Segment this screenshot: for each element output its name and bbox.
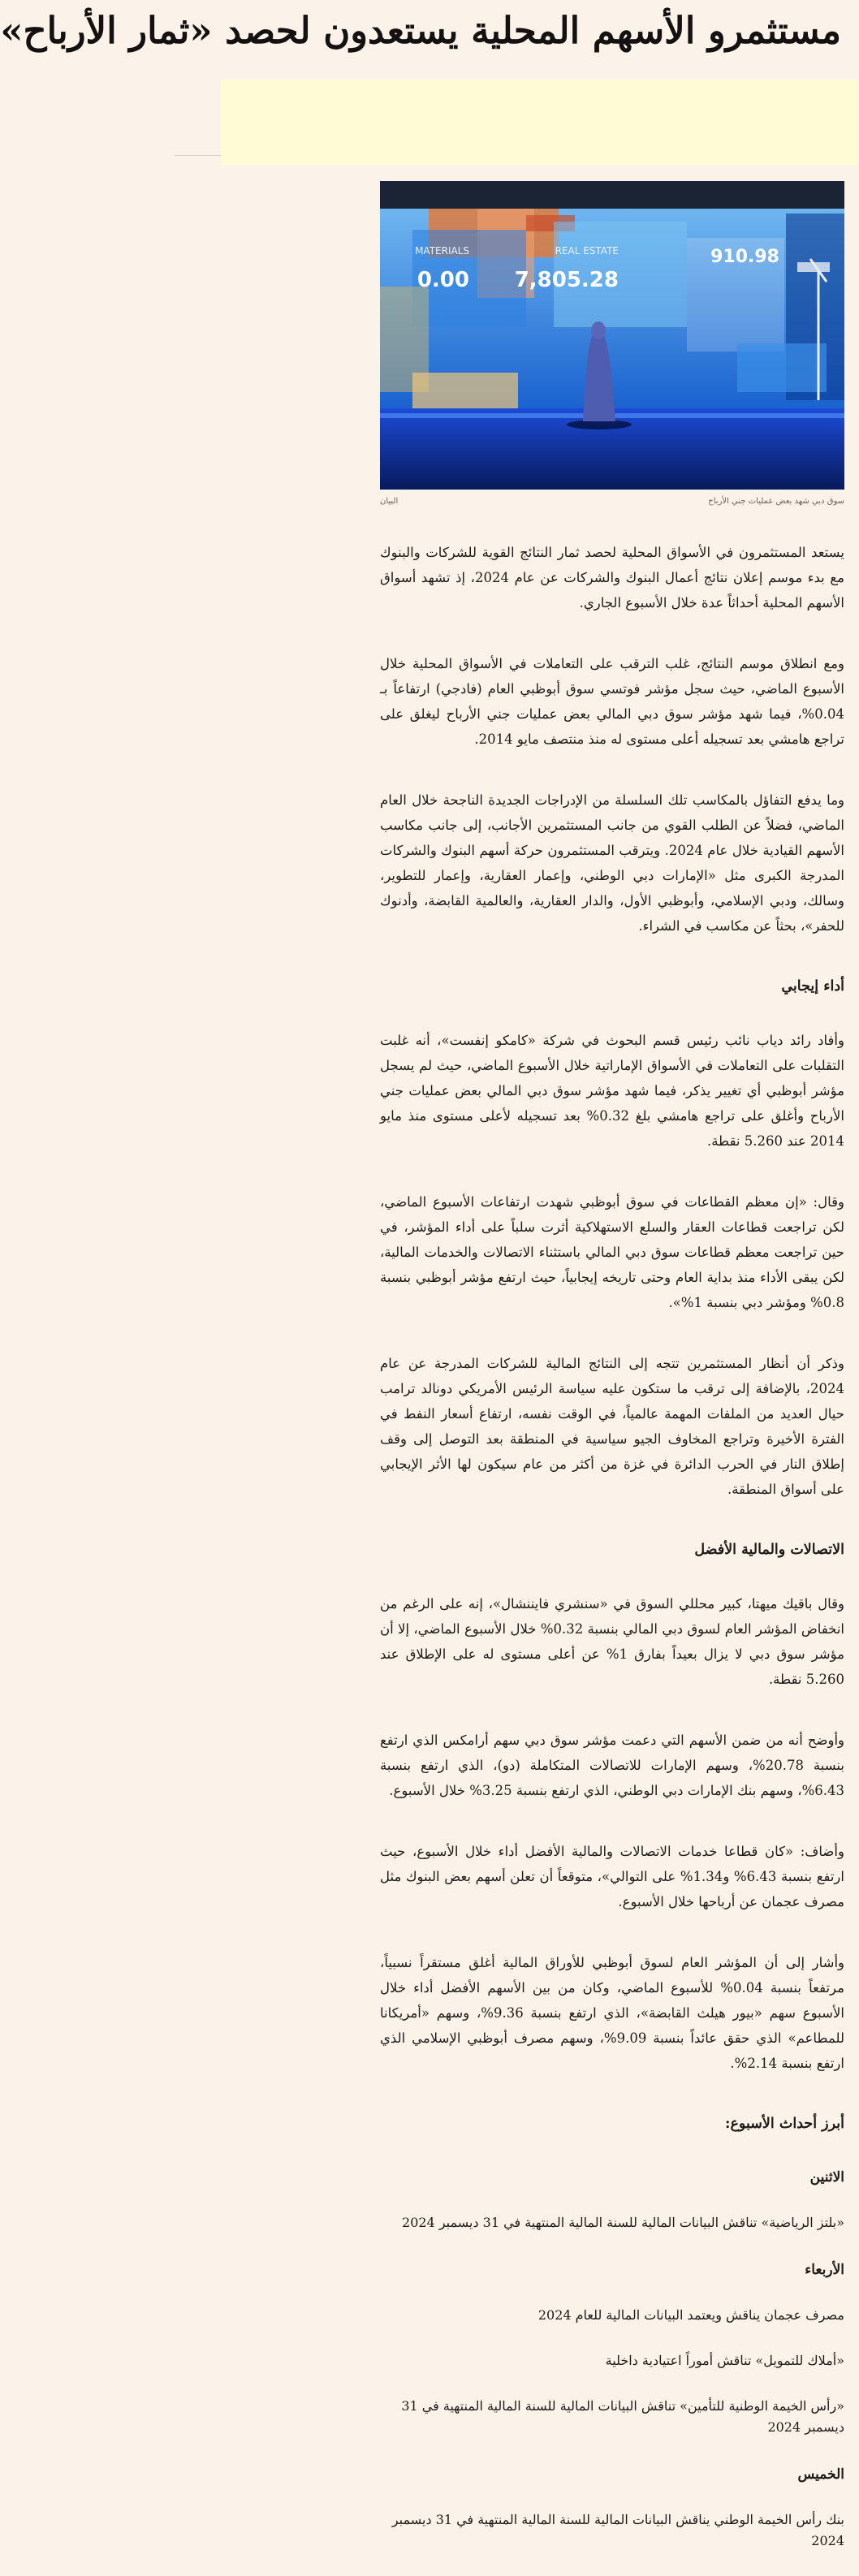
article-paragraph: وقال باقيك ميهتا، كبير محللي السوق في «سنشري فايننشال»، إنه على الرغم من انخفاض المؤشر العام لسوق دبي المالي بنسبة 0.32% خلال الأسبوع الماضي، إلا أن مؤشر سوق دبي لا يزال بعيداً بفارق 1% عن أعلى مستوى له على الإطلاق عند 5.260 نقطة. (380, 1596, 844, 1687)
article-paragraph: وأفاد رائد دياب نائب رئيس قسم البحوث في شركة «كامكو إنفست»، أنه غلبت التقلبات على التعاملات في الأسواق الإماراتية خلال الأسبوع الماضي، حيث لم يسجل مؤشر أبوظبي أي تغيير يذكر، فيما شهد مؤشر سوق دبي المالي بعض عمليات جني الأرباح وأغلق على تراجع هامشي بلغ 0.32% بعد تسجيله لأعلى مستوى منذ مايو 2014 عند 5.260 نقطة. (380, 1033, 844, 1149)
article-paragraph: وأضاف: «كان قطاعا خدمات الاتصالات والمالية الأفضل أداء خلال الأسبوع، حيث ارتفع بنسبة 6.43% و1.34% على التوالي»، متوقعاً أن تعلن أسهم بعض البنوك مثل مصرف عجمان عن أرباحها خلال الأسبوع. (380, 1844, 844, 1909)
article-paragraph: وقال: «إن معظم القطاعات في سوق أبوظبي شهدت ارتفاعات الأسبوع الماضي، لكن تراجعت قطاعات العقار والسلع الاستهلاكية أثرت سلباً على أداء المؤشر، في حين تراجعت معظم قطاعات سوق دبي المالي باستثناء الاتصالات والخدمات المالية، لكن يبقى الأداء منذ بداية العام وحتى تاريخه إيجابياً، حيث ارتفع مؤشر أبوظبي بنسبة 0.8% ومؤشر دبي بنسبة 1%». (380, 1194, 844, 1310)
article-paragraph: وما يدفع التفاؤل بالمكاسب تلك السلسلة من الإدراجات الجديدة الناجحة خلال العام الماضي، فضلاً عن الطلب القوي من جانب المستثمرين الأجانب، إلى جانب مكاسب الأسهم القيادية خلال عام 2024. ويترقب المستثمرون حركة أسهم البنوك والشركات المدرجة الكبرى مثل «الإمارات دبي الوطني، وإعمار العقارية، وإعمار للتطوير، وسالك، ودبي الإسلامي، وأبوظبي الأول، والدار العقارية، والعالمية القابضة، وأدنوك للحفر»، بحثاً عن مكاسب في الشراء. (380, 792, 844, 934)
trading-floor-illustration (380, 181, 844, 490)
event-item: «أملاك للتمويل» تناقش أموراً اعتيادية داخلية (605, 2353, 844, 2368)
photo-credit: البيان (380, 497, 399, 506)
screen-value: 7,805.28 (514, 268, 619, 292)
event-day-heading: الأربعاء (805, 2262, 844, 2278)
screen-label: REAL ESTATE (555, 245, 619, 257)
event-item: مصرف عجمان يناقش ويعتمد البيانات المالية للعام 2024 (537, 2307, 844, 2323)
event-item: بنك رأس الخيمة الوطني يناقش البيانات المالية للسنة المالية المنتهية في 31 ديسمبر 2024 (391, 2512, 844, 2548)
event-item: «بلتز الرياضية» تناقش البيانات المالية للسنة المالية المنتهية في 31 ديسمبر 2024 (402, 2215, 844, 2230)
screen-label: MATERIALS (415, 245, 469, 257)
article-paragraph: ومع انطلاق موسم النتائج، غلب الترقب على التعاملات في الأسواق المحلية خلال الأسبوع الماضي، حيث سجل مؤشر فوتسي سوق أبوظبي العام (فادجي) ارتفاعاً بـ 0.04%، فيما شهد مؤشر سوق دبي المالي بعض عمليات جني الأرباح ليغلق على تراجع هامشي بعد تسجيله أعلى مستوى له منذ منتصف مايو 2014. (380, 656, 844, 747)
divider (175, 155, 221, 156)
article-paragraph: يستعد المستثمرون في الأسواق المحلية لحصد ثمار النتائج القوية للشركات والبنوك مع بدء موسم إعلان نتائج أعمال البنوك والشركات عن عام 2024، إذ تشهد أسواق الأسهم المحلية أحداثاً عدة خلال الأسبوع الجاري. (380, 545, 844, 611)
article-headline: مستثمرو الأسهم المحلية يستعدون لحصد «ثمار الأرباح» (0, 9, 841, 52)
event-day-heading: الاثنين (809, 2169, 844, 2186)
photo-caption-row (380, 497, 844, 510)
photo-caption: سوق دبي شهد بعض عمليات جني الأرباح (708, 497, 844, 506)
article-paragraph: وأشار إلى أن المؤشر العام لسوق أبوظبي للأوراق المالية أغلق مستقراً نسبياً، مرتفعاً بنسبة 0.04% للأسبوع الماضي، وكان من بين الأسهم الأفضل أداء خلال الأسبوع سهم «بيور هيلث القابضة»، الذي ارتفع بنسبة 9.36%، وسهم «أمريكانا للمطاعم» الذي حقق عائداً بنسبة 9.09%، وسهم مصرف أبوظبي الإسلامي الذي ارتفع بنسبة 2.14%. (380, 1955, 844, 2071)
article-paragraph: وأوضح أنه من ضمن الأسهم التي دعمت مؤشر سوق دبي سهم أرامكس الذي ارتفع بنسبة 20.78%، وسهم الإمارات للاتصالات المتكاملة (دو)، الذي ارتفع بنسبة 6.43%، وسهم بنك الإمارات دبي الوطني، الذي ارتفع بنسبة 3.25% خلال الأسبوع. (380, 1732, 844, 1798)
article-body (380, 540, 844, 2576)
section-heading: الاتصالات والمالية الأفضل (694, 1542, 844, 1558)
screen-value: 0.00 (417, 268, 469, 292)
event-day-heading: الخميس (797, 2466, 844, 2483)
ad-banner[interactable] (221, 80, 859, 165)
article-photo[interactable] (380, 181, 844, 490)
screen-value: 910.98 (710, 247, 779, 267)
article-paragraph: وذكر أن أنظار المستثمرين تتجه إلى النتائج المالية للشركات المدرجة عن عام 2024، بالإضافة إلى ترقب ما ستكون عليه سياسة الرئيس الأمريكي دونالد ترامب حيال العديد من الملفات المهمة عالمياً، في الوقت نفسه، ارتفاع أسعار النفط في الفترة الأخيرة وتراجع المخاوف الجيو سياسية في المنطقة بعد التوصل إلى وقف إطلاق النار في الحرب الدائرة في غزة من أكثر من عام سيكون لها الأثر الإيجابي على أسواق المنطقة. (380, 1356, 844, 1497)
section-heading: أبرز أحداث الأسبوع: (725, 2116, 844, 2132)
section-heading: أداء إيجابي (781, 978, 844, 995)
event-item: «رأس الخيمة الوطنية للتأمين» تناقش البيانات المالية للسنة المالية المنتهية في 31 ديسمبر 2024 (401, 2398, 844, 2435)
